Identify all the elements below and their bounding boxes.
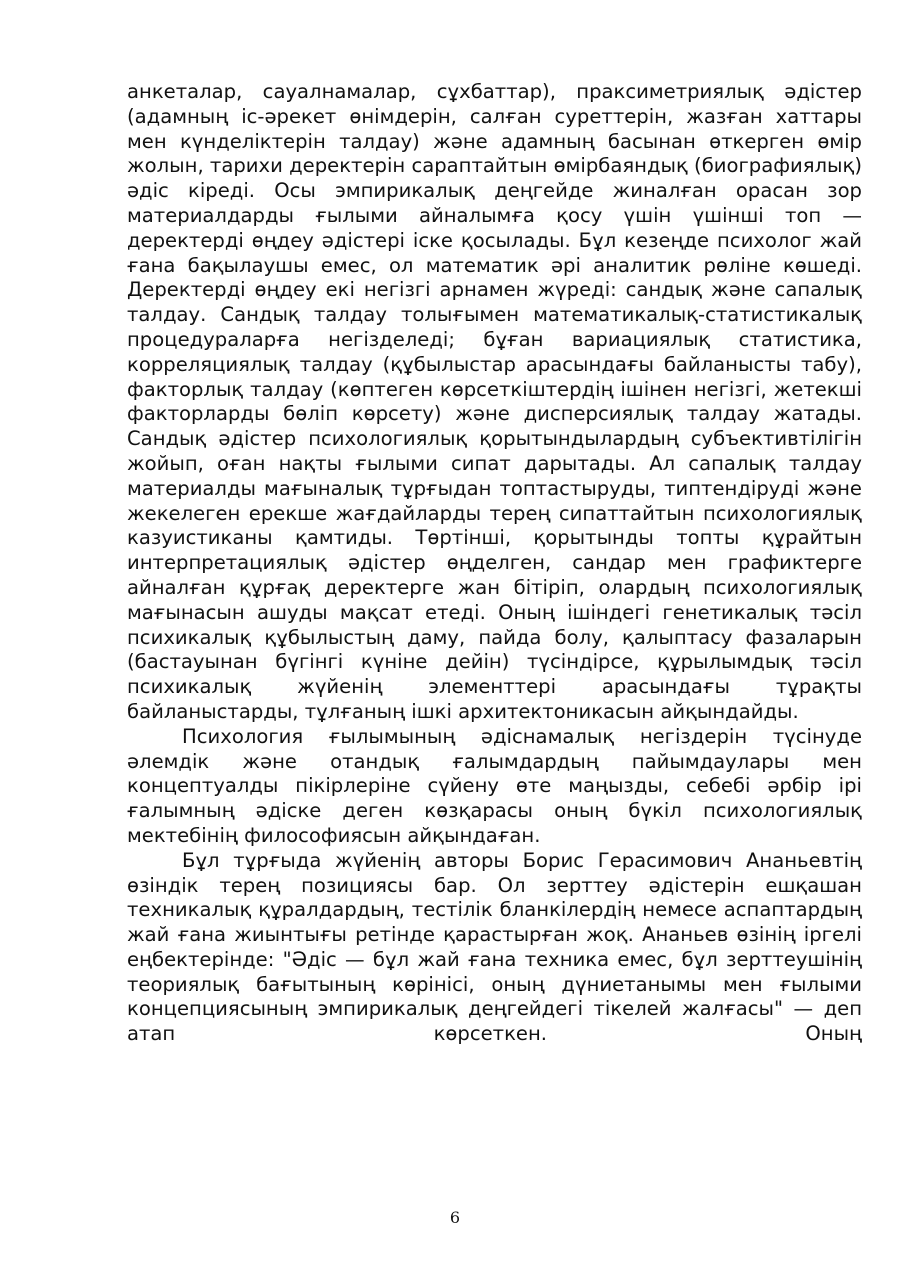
paragraph-continuation: анкеталар, сауалнамалар, сұхбаттар), праксиметриялық әдістер (адамның іс-әрекет өнімдерін, салған суреттерін, жазған хаттары мен күнделіктерін талдау) және адамның басынан өткерген өмір жолын, тарихи деректерін сараптайтын өмірбаяндық (биографиялық) әдіс кіреді. Осы эмпирикалық деңгейде жиналған орасан зор материалдарды ғылыми айналымға қосу үшін үшінші топ — деректерді өңдеу әдістері іске қосылады. Бұл кезеңде психолог жай ғана бақылаушы емес, ол математик әрі аналитик рөліне көшеді. Деректерді өңдеу екі негізгі арнамен жүреді: сандық және сапалық талдау. Сандық талдау толығымен математикалық-статистикалық процедураларға негізделеді; бұған вариациялық статистика, корреляциялық талдау (құбылыстар арасындағы байланысты табу), факторлық талдау (көптеген көрсеткіштердің ішінен негізгі, жетекші факторларды бөліп көрсету) және дисперсиялық талдау жатады. Сандық әдістер психологиялық қорытындылардың субъективтілігін жойып, оған нақты ғылыми сипат дарытады. Ал сапалық талдау материалды мағыналық тұрғыдан топтастыруды, типтендіруді және жекелеген ерекше жағдайларды терең сипаттайтын психологиялық казуистиканы қамтиды. Төртінші, қорытынды топты құрайтын интерпретациялық әдістер өңделген, сандар мен графиктерге айналған құрғақ деректерге жан бітіріп, олардың психологиялық мағынасын ашуды мақсат етеді. Оның ішіндегі генетикалық тәсіл психикалық құбылыстың даму, пайда болу, қалыптасу фазаларын (бастауынан бүгінгі күніне дейін) түсіндірсе, құрылымдық тәсіл психикалық жүйенің элементтері арасындағы тұрақты байланыстарды, тұлғаның ішкі архитектоникасын айқындайды. — [127, 80, 862, 723]
page-number: 6 — [449, 1208, 461, 1227]
paragraph-ananyev: Бұл тұрғыда жүйенің авторы Борис Герасимович Ананьевтің өзіндік терең позициясы бар. Ол зерттеу әдістерін ешқашан техникалық құралдардың, тестілік бланкілердің немесе аспаптардың жай ғана жиынтығы ретінде қарастырған жоқ. Ананьев өзінің іргелі еңбектерінде: "Әдіс — бұл жай ғана техника емес, бұл зерттеушінің теориялық бағытының көрінісі, оның дүниетанымы мен ғылыми концепциясының эмпирикалық деңгейдегі тікелей жалғасы" — деп атап көрсеткен. Оның — [127, 848, 862, 1046]
document-body — [127, 80, 862, 1047]
paragraph-methodology: Психология ғылымының әдіснамалық негіздерін түсінуде әлемдік және отандық ғалымдардың пайымдаулары мен концептуалды пікірлеріне сүйену өте маңызды, себебі әрбір ірі ғалымның әдіске деген көзқарасы оның бүкіл психологиялық мектебінің философиясын айқындаған. — [127, 724, 862, 847]
